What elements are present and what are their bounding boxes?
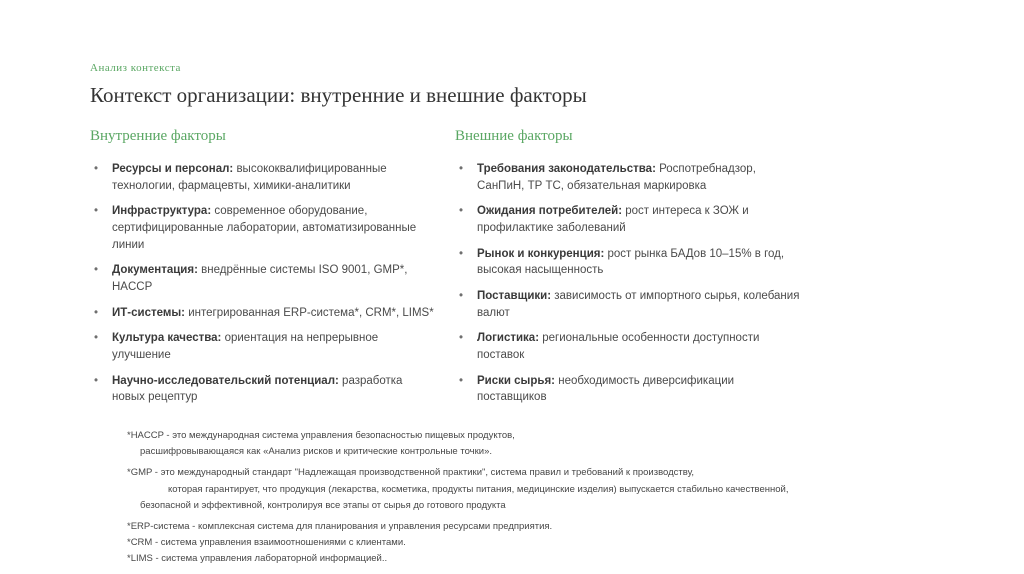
item-text: Роспотребнадзор, СанПиН, ТР ТС, обязательная маркировка xyxy=(477,163,756,192)
footnote-line: которая гарантирует, что продукция (лекарства, косметика, продукты питания, медицинские изделия) выпускается стабильно качественной, xyxy=(168,483,789,495)
item-label: Инфраструктура: xyxy=(112,205,212,218)
item-label: Риски сырья: xyxy=(477,374,556,387)
list-item xyxy=(90,262,438,295)
list-item xyxy=(90,161,438,194)
item-text: региональные особенности доступности поставок xyxy=(477,332,760,362)
page-title: Контекст организации: внутренние и внешние факторы xyxy=(90,83,587,107)
column-heading-internal: Внутренние факторы xyxy=(90,128,226,144)
footnote-line: *CRM - система управления взаимоотношениями с клиентами. xyxy=(127,537,406,549)
footnote-line: *HACCP - это международная система управления безопасностью пищевых продуктов, xyxy=(127,430,515,441)
list-item xyxy=(90,373,438,406)
item-label: Документация: xyxy=(112,264,198,277)
item-text: разработка новых рецептур xyxy=(112,374,403,404)
column-external-factors xyxy=(455,128,803,415)
footnote-line: *LIMS - система управления лабораторной информацией.. xyxy=(127,553,388,565)
list-item xyxy=(90,203,438,253)
item-text: внедрённые системы ISO 9001, GMP*, HACCP xyxy=(112,264,408,294)
item-text: современное оборудование, сертифицированные лаборатории, автоматизированные линии xyxy=(112,205,417,251)
item-label: Ожидания потребителей: xyxy=(477,205,623,218)
item-label: Ресурсы и персонал: xyxy=(112,163,234,175)
list-item xyxy=(455,161,803,194)
item-label: Рынок и конкуренция: xyxy=(477,247,605,260)
item-label: Требования законодательства: xyxy=(477,163,656,175)
item-text: рост интереса к ЗОЖ и профилактике заболеваний xyxy=(477,205,749,235)
list-item xyxy=(455,246,803,279)
item-label: Поставщики: xyxy=(477,290,552,303)
column-heading-external: Внешние факторы xyxy=(455,128,573,144)
footnote-line: безопасной и эффективной, контролируя все этапы от сырья до готового продукта xyxy=(140,499,506,511)
list-item xyxy=(90,330,438,363)
list-item xyxy=(90,305,438,322)
item-label: ИТ-системы: xyxy=(112,306,186,319)
item-text: высококвалифицированные технологии, фармацевты, химики-аналитики xyxy=(112,163,387,192)
item-label: Культура качества: xyxy=(112,332,222,345)
item-text: необходимость диверсификации поставщиков xyxy=(477,374,735,404)
footnote-line: расшифровывающаяся как «Анализ рисков и критические контрольные точки». xyxy=(140,446,493,458)
footnote-line: *ERP-система - комплексная система для планирования и управления ресурсами предприятия. xyxy=(127,520,553,532)
internal-factors-list xyxy=(90,161,438,406)
slide-eyebrow: Анализ контекста xyxy=(90,62,181,74)
footnotes xyxy=(127,428,907,568)
item-label: Логистика: xyxy=(477,332,540,345)
list-item xyxy=(455,288,803,321)
item-label: Научно-исследовательский потенциал: xyxy=(112,374,339,387)
factors-columns xyxy=(90,128,830,415)
footnote-line: *GMP - это международный стандарт "Надлежащая производственной практики", система правил и требований к производству, xyxy=(127,467,695,479)
external-factors-list xyxy=(455,161,803,406)
item-text: рост рынка БАДов 10–15% в год, высокая насыщенность xyxy=(477,247,785,277)
column-internal-factors xyxy=(90,128,438,415)
item-text: ориентация на непрерывное улучшение xyxy=(112,332,379,362)
item-text: интегрированная ERP-система*, CRM*, LIMS* xyxy=(188,306,434,319)
list-item xyxy=(455,203,803,236)
list-item xyxy=(455,330,803,363)
item-text: зависимость от импортного сырья, колебания валют xyxy=(477,290,800,319)
list-item xyxy=(455,373,803,406)
